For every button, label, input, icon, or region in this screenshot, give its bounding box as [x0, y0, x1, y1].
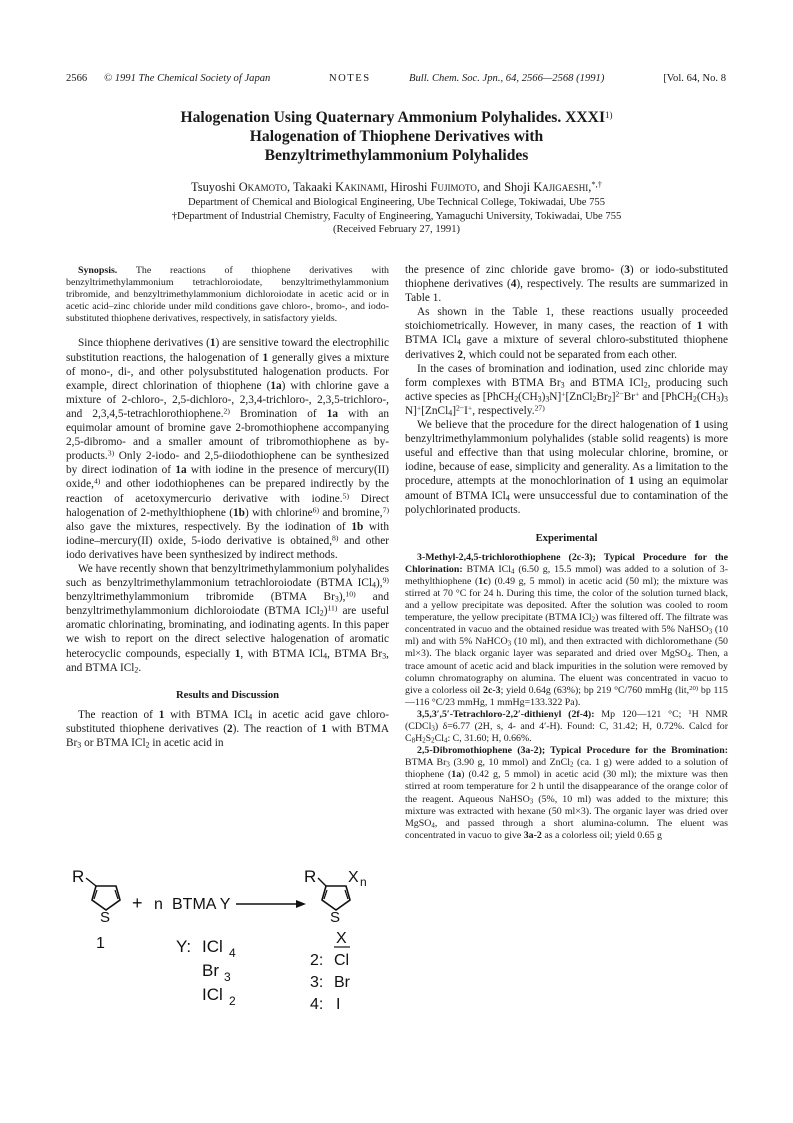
halogen-x: X — [348, 869, 359, 886]
article-title — [60, 108, 733, 165]
experimental-bromination: 2,5-Dibromothiophene (3a-2); Typical Procedure for the Bromination: BTMA $Br_3$ (3.90 g, 10 mmol) and ZnCl$_2$ (ca. 1 g) were added to a solution of thiophene (1a) (0.42 g, 5 mmol) in acetic acid (30 ml); the mixture was then stirred at room temperature for 2 h until the disappearance of the orange color of the reagent. Aqueous NaHSO$_3$ (5%, 10 ml) was added to the mixture; this mixture was extracted with hexane (50 ml×3). The organic layer was dried over MgSO$_4$, and passed through a short alumina-column. The eluent was concentrated in vacuo to give 3a-2 as a colorless oil; yield 0.65 g — [405, 745, 728, 841]
affiliation-1: Department of Chemical and Biological Engineering, Ube Technical College, Tokiwadai, Ube 755 — [187, 197, 606, 208]
thiophene-reactant — [72, 868, 120, 926]
title-line-3: Benzyltrimethylammonium Polyhalides — [264, 147, 529, 164]
synopsis: Synopsis. The reactions of thiophene derivatives with benzyltrimethylammonium tetrachloroiodate, benzyltrimethylammonium tribromide, and benzyltrimethylammonium dichloroiodate in acetic acid or in acetic acid–zinc chloride under mild conditions gave chloro-, bromo-, and iodo-substituted thiophene derivatives, respectively, in satisfactory yields. — [66, 265, 389, 325]
right-column — [405, 263, 728, 842]
left-column — [66, 265, 389, 750]
x-br: Br — [334, 974, 350, 991]
intro-paragraph-2: We have recently shown that benzyltrimethylammonium polyhalides such as benzyltrimethylammonium tetrachloroiodate (BTMA ICl$_4$),$^{9)}$ benzyltrimethylammonium tribromide (BTMA $Br_3),^{10)}$ and benzyltrimethylammonium dichloroiodate (BTMA ICl$_2$)$^{11)}$ are useful aromatic chlorinating, brominating, and iodinating agents. In this paper we wish to report on the direct selective halogenation of aromatic heterocyclic compounds, especially 1, with BTMA ICl$_4$, BTMA $Br_3$, and BTMA ICl$_2$. — [66, 562, 390, 675]
section-label: NOTES — [329, 73, 371, 84]
x-cl: Cl — [334, 952, 350, 969]
title-ref: 1) — [605, 109, 613, 120]
product-2-label: 2: — [310, 952, 324, 969]
product-4-label: 4: — [310, 996, 324, 1013]
results-paragraph-2: As shown in the Table 1, these reactions usually proceeded stoichiometrically. However, in many cases, the reaction of 1 with BTMA ICl$_4$ gave a mixture of several chloro-substituted thiophene derivatives 2, which could not be separated from each other. — [405, 306, 728, 361]
y-icl2: ICl — [202, 985, 223, 1004]
experimental-dithienyl: 3,5,3′,5′-Tetrachloro-2,2′-dithienyl (2f-4): Mp 120—121 °C; $^1$H NMR (CDCl$_3$) δ=6.77 (2H, s, 4- and 4′-H). Found: C, 31.42; H, 0.72%. Calcd for $C_8H_2S_2Cl_4$: C, 31.60; H, 0.66%. — [405, 708, 728, 745]
y-icl2-sub: 2 — [229, 994, 236, 1008]
reaction-scheme — [64, 868, 384, 1028]
arrow-head — [296, 900, 306, 908]
thiophene-product — [304, 868, 367, 926]
synopsis-label: Synopsis. — [78, 265, 118, 276]
results-paragraph-4: We believe that the procedure for the direct halogenation of 1 using benzyltrimethylammonium polyhalides (stable solid reagents) is more useful and effective than that using molecular chlorine, bromine, or iodine, because of ease, simplicity and generality. As a limitation to the procedure, attempts at the monochlorination of 1 using an equimolar amount of BTMA ICl$_4$ were unsuccessful due to contamination of the polychlorinated products. — [405, 419, 728, 516]
title-line-2: Halogenation of Thiophene Derivatives with — [249, 128, 544, 145]
affiliations — [60, 196, 733, 237]
x-i: I — [336, 996, 341, 1013]
product-r-substituent: R — [304, 868, 317, 886]
x-header: X — [336, 930, 347, 947]
y-br3-sub: 3 — [224, 970, 231, 984]
compound-1-label: 1 — [96, 935, 105, 952]
intro-paragraph-1: Since thiophene derivatives (1) are sensitive toward the electrophilic substitution reactions, the halogenation of 1 generally gives a mixture of mono-, di-, and other polysubstituted halogenation products. For example, direct chlorination of thiophene (1a) with chlorine gave a mixture of 2-chloro-, 2,5-dichloro-, 2,3,4-trichloro-, 2,3,5-trichloro-, and 2,3,4,5-tetrachlorothiophene.$^{2)}$ Bromination of 1a with an equimolar amount of bromine gave 2-bromothiophene accompanying 2,5-dibromo- and a smaller amount of tribromothiophene as by-products.$^{3)}$ Only 2-iodo- and 2,5-diiodothiophene can be synthesized by direct iodination of 1a with iodine in the presence of mercury(II) oxide,$^{4)}$ and other iodothiophenes can be prepared indirectly by the reaction of acetoxymercurio derivative with iodine.$^{5)}$ Direct halogenation of 2-methylthiophene (1b) with chlorine$^{6)}$ and bromine,$^{7)}$ also gave the mixtures, respectively. By the iodination of 1b with iodine–mercury(II) oxide, 5-iodo derivative is obtained,$^{8)}$ and other iodo derivatives have been synthesized by indirect methods. — [66, 337, 390, 561]
sulfur-atom: S — [100, 909, 111, 926]
results-paragraph-1: The reaction of 1 with BTMA ICl$_4$ in acetic acid gave chloro-substituted thiophene derivatives (2). The reaction of 1 with BTMA $Br_3$ or BTMA ICl$_2$ in acetic acid in — [66, 708, 390, 750]
affiliation-2: †Department of Industrial Chemistry, Faculty of Engineering, Yamaguchi University, Tokiwadai, Ube 755 — [171, 210, 622, 222]
results-paragraph-3: In the cases of bromination and iodination, used zinc chloride may form complexes with BTMA $Br_3$ and BTMA ICl$_2$, producing such active species as $[PhCH_2(CH_3)_3N]^+[ZnCl_2Br_2]^{2-}Br^+$ and [$PhCH_2(CH_3)_3$ N]+[ZnCl$_4$]$^{2-}$I+, respectively.$^{27)}$ — [405, 362, 728, 418]
volume-info: [Vol. 64, No. 8 — [663, 73, 726, 84]
y-br3: Br — [202, 961, 219, 980]
results-paragraph-1-cont: the presence of zinc chloride gave bromo- (3) or iodo-substituted thiophene derivatives (4), respectively. The results are summarized in Table 1. — [405, 264, 728, 305]
page-number: 2566 — [66, 73, 88, 84]
reagent-label: BTMA Y — [172, 896, 231, 913]
running-header — [66, 73, 726, 87]
experimental-chlorination: 3-Methyl-2,4,5-trichlorothiophene (2c-3); Typical Procedure for the Chlorination: BTMA ICl$_4$ (6.50 g, 15.5 mmol) was added to a solution of 3-methylthiophene (1c) (0.49 g, 5 mmol) in acetic acid (50 ml); the mixture was stirred at 70 °C for 24 h. During this time, the color of the solution turned black, and a yellow precipitate was deposited. After the solution was cooled to room temperature, the yellow precipitate (BTMA ICl$_2$) was filtered off. The filtrate was concentrated in vacuo and the obtained residue was treated with 5% NaHSO$_3$ (10 ml) and with 5% NaHCO$_3$ (10 ml), and then extracted with dichloromethane (50 ml×3). The black organic layer was separated and dried over MgSO$_4$. Then, a trace amount of acetic acid and black impurities in the solution were removed by column chromatography on alumina. The eluent was concentrated in vacuo to give a colorless oil 2c-3; yield 0.64g (63%); bp 219 °C/760 mmHg (lit,$^{20)}$ bp 115—116 °C/23 mmHg, 1 mmHg=133.322 Pa). — [405, 551, 729, 708]
journal-citation: Bull. Chem. Soc. Jpn., 64, 2566—2568 (1991) — [409, 73, 605, 84]
title-line-1: Halogenation Using Quaternary Ammonium Polyhalides. XXXI — [180, 109, 606, 126]
author-list: Tsuyoshi Okamoto, Takaaki Kakinami, Hiroshi Fujimoto, and Shoji Kajigaeshi,*,† — [191, 179, 602, 194]
y-label: Y: — [176, 937, 192, 956]
results-heading: Results and Discussion — [175, 689, 280, 701]
y-icl4: ICl — [202, 937, 223, 956]
r-substituent: R — [72, 868, 85, 886]
product-sulfur-atom: S — [330, 909, 341, 926]
stoich-n: n — [154, 896, 163, 913]
halogen-count: n — [360, 875, 367, 889]
society-copyright: © 1991 The Chemical Society of Japan — [104, 73, 271, 84]
experimental-heading: Experimental — [535, 532, 598, 544]
product-3-label: 3: — [310, 974, 324, 991]
y-icl4-sub: 4 — [229, 946, 236, 960]
received-date: (Received February 27, 1991) — [332, 224, 461, 235]
plus-sign: + — [132, 893, 143, 913]
